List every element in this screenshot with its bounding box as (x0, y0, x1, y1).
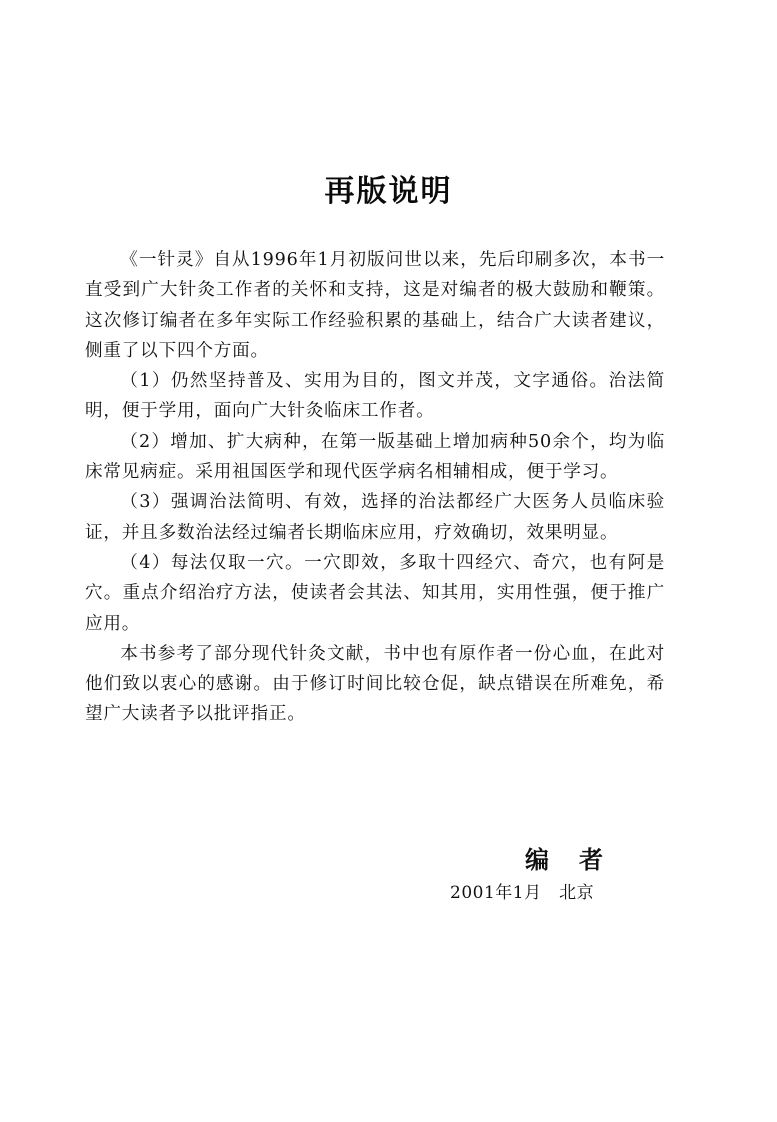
paragraph-acknowledgement: 本书参考了部分现代针灸文献，书中也有原作者一份心血，在此对他们致以衷心的感谢。由于修订时间比较仓促，缺点错误在所难免，希望广大读者予以批评指正。 (85, 643, 665, 725)
paragraph-point-3: （3）强调治法简明、有效，选择的治法都经广大医务人员临床验证，并且多数治法经过编者长期临床应用，疗效确切，效果明显。 (85, 492, 665, 543)
preface-body (85, 245, 665, 730)
paragraph-point-1: （1）仍然坚持普及、实用为目的，图文并茂，文字通俗。治法简明，便于学用，面向广大针灸临床工作者。 (85, 371, 665, 422)
paragraph-point-4: （4）每法仅取一穴。一穴即效，多取十四经穴、奇穴，也有阿是穴。重点介绍治疗方法，使读者会其法、知其用，实用性强，便于推广应用。 (85, 552, 665, 634)
page-title: 再版说明 (324, 174, 453, 209)
paragraph-point-2: （2）增加、扩大病种，在第一版基础上增加病种50余个，均为临床常见病症。采用祖国医学和现代医学病名相辅相成，便于学习。 (85, 431, 665, 483)
date-place: 2001年1月 北京 (450, 883, 595, 903)
author-signature: 编者 (525, 846, 633, 874)
paragraph-intro: 《一针灵》自从1996年1月初版问世以来，先后印刷多次，本书一直受到广大针灸工作者的关怀和支持，这是对编者的极大鼓励和鞭策。这次修订编者在多年实际工作经验积累的基础上，结合广大读者建议，侧重了以下四个方面。 (85, 250, 665, 361)
